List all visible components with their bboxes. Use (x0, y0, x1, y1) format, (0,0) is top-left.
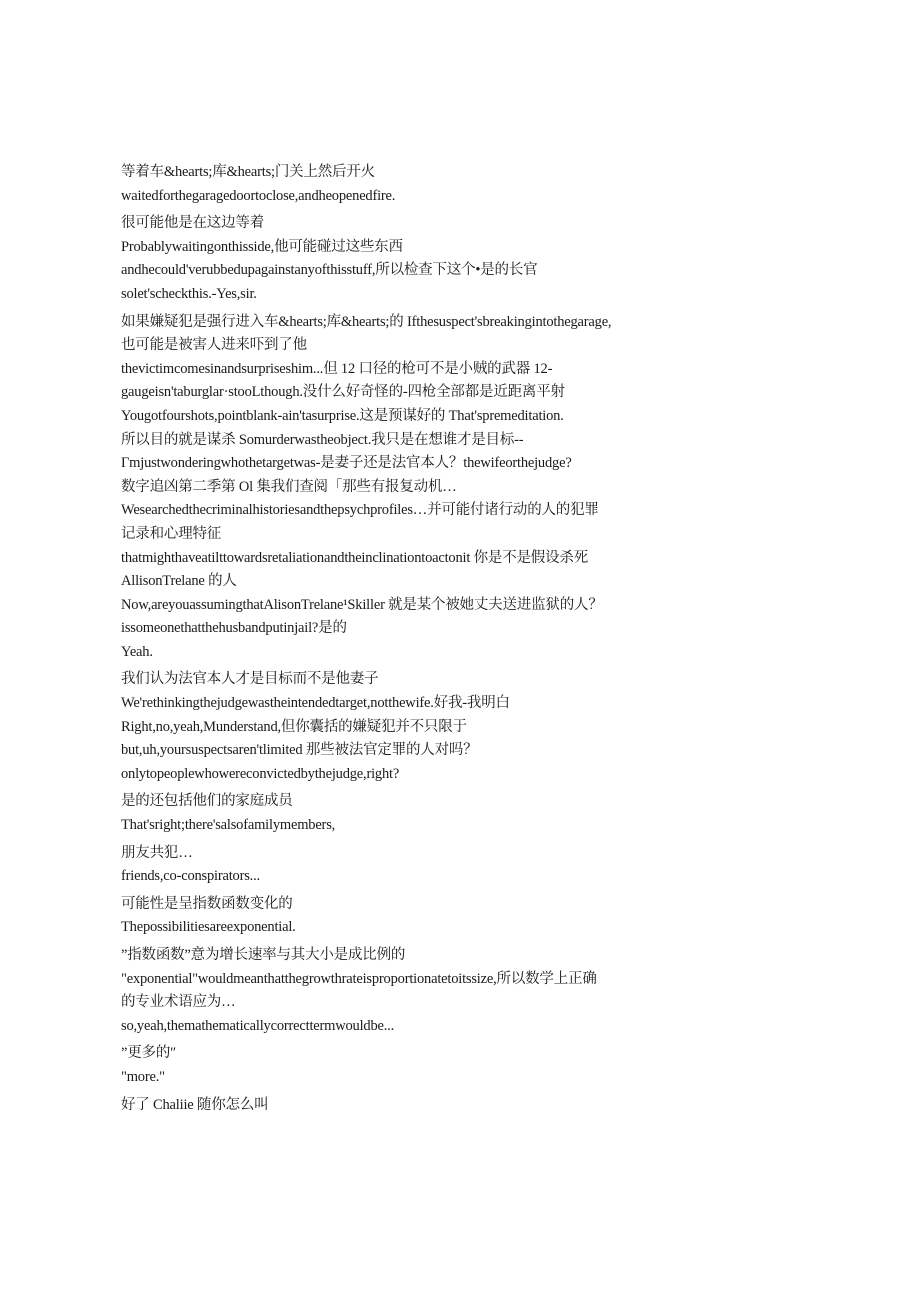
text-line: "exponential"wouldmeanthatthegrowthrateisproportionatetoitssize,所以数学上正确 (121, 970, 597, 987)
text-line: 可能性是呈指数函数变化的 (121, 895, 293, 912)
text-line: thatmighthaveatilttowardsretaliationandtheinclinationtoactonit 你是不是假设杀死 (121, 549, 589, 566)
text-line: gaugeisn'taburglar·stooLthough.没什么好奇怪的-四枪全部都是近距离平射 (121, 384, 565, 401)
text-line: ”指数函数”意为增长速率与其大小是成比例的 (121, 947, 406, 963)
text-line: issomeonethatthehusbandputinjail?是的 (121, 620, 347, 637)
text-line: Yeah. (121, 643, 153, 660)
text-line: 好了 Chaliie 随你怎么叫 (121, 1096, 269, 1113)
text-line: 很可能他是在这边等着 (121, 215, 264, 232)
text-line: 所以目的就是谋杀 Somurderwastheobject.我只是在想谁才是目标-- (121, 431, 524, 448)
paragraph (121, 893, 701, 940)
text-line: waitedforthegaragedoortoclose,andheopenedfire. (121, 187, 396, 204)
text-line: onlytopeoplewhowereconvictedbythejudge,right? (121, 765, 400, 782)
text-line: Γmjustwonderingwhothetargetwas-是妻子还是法官本人？thewifeorthejudge? (121, 455, 572, 472)
text-line: thevictimcomesinandsurpriseshim...但 12 口径的枪可不是小贼的武器 12- (121, 360, 553, 377)
text-line: 我们认为法官本人才是目标而不是他妻子 (121, 671, 379, 688)
text-line: That'sright;there'salsofamilymembers, (121, 817, 336, 834)
text-line: 如果嫌疑犯是强行进入车&hearts;库&hearts;的 Ifthesuspect'sbreakingintothegarage, (121, 313, 612, 330)
text-line: 朋友共犯… (121, 844, 193, 861)
text-line: but,uh,yoursuspectsaren'tlimited 那些被法官定罪的人对吗？ (121, 742, 478, 759)
text-line: 记录和心理特征 (121, 525, 222, 542)
text-line: 数字追凶第二季第 Ol 集我们查阅「那些有报复动机… (121, 478, 457, 495)
text-line: Now,areyouassumingthatAlisonTrelane¹Skiller 就是某个被她丈夫送进监狱的人？ (121, 596, 603, 613)
text-line: AllisonTrelane 的人 (121, 573, 237, 590)
text-line: Right,no,yeah,Munderstand,但你囊括的嫌疑犯并不只限于 (121, 718, 467, 735)
text-line: We'rethinkingthejudgewastheintendedtarget,notthewife.好我-我明白 (121, 695, 510, 712)
text-line: 的专业术语应为… (121, 994, 236, 1011)
text-line: Wesearchedthecriminalhistoriesandthepsychprofiles…并可能付诸行动的人的犯罪 (121, 502, 599, 519)
paragraph (121, 1094, 701, 1118)
text-line: andhecould'verubbedupagainstanyofthisstuff,所以检查下这个•是的长官 (121, 262, 538, 279)
paragraph (121, 212, 701, 306)
text-line: friends,co-conspirators... (121, 868, 260, 885)
document-body (121, 161, 701, 1121)
text-line: 等着车&hearts;库&hearts;门关上然后开火 (121, 164, 375, 180)
text-line: Yougotfourshots,pointblank-ain'tasurprise.这是预谋好的 That'spremeditation. (121, 407, 564, 424)
text-line: "more." (121, 1068, 165, 1085)
text-line: solet'scheckthis.-Yes,sir. (121, 285, 257, 302)
text-line: Thepossibilitiesareexponential. (121, 919, 296, 936)
text-line: 也可能是被害人进来吓到了他 (121, 337, 307, 354)
text-line: ”更多的″ (121, 1045, 176, 1062)
text-line: so,yeah,themathematicallycorrecttermwouldbe... (121, 1017, 395, 1034)
paragraph (121, 1042, 701, 1089)
paragraph (121, 668, 701, 786)
paragraph (121, 944, 701, 1038)
paragraph (121, 161, 701, 208)
text-line: 是的还包括他们的家庭成员 (121, 793, 293, 810)
paragraph (121, 311, 701, 665)
paragraph (121, 790, 701, 837)
paragraph (121, 842, 701, 889)
text-line: Probablywaitingonthisside,他可能碰过这些东西 (121, 238, 403, 255)
